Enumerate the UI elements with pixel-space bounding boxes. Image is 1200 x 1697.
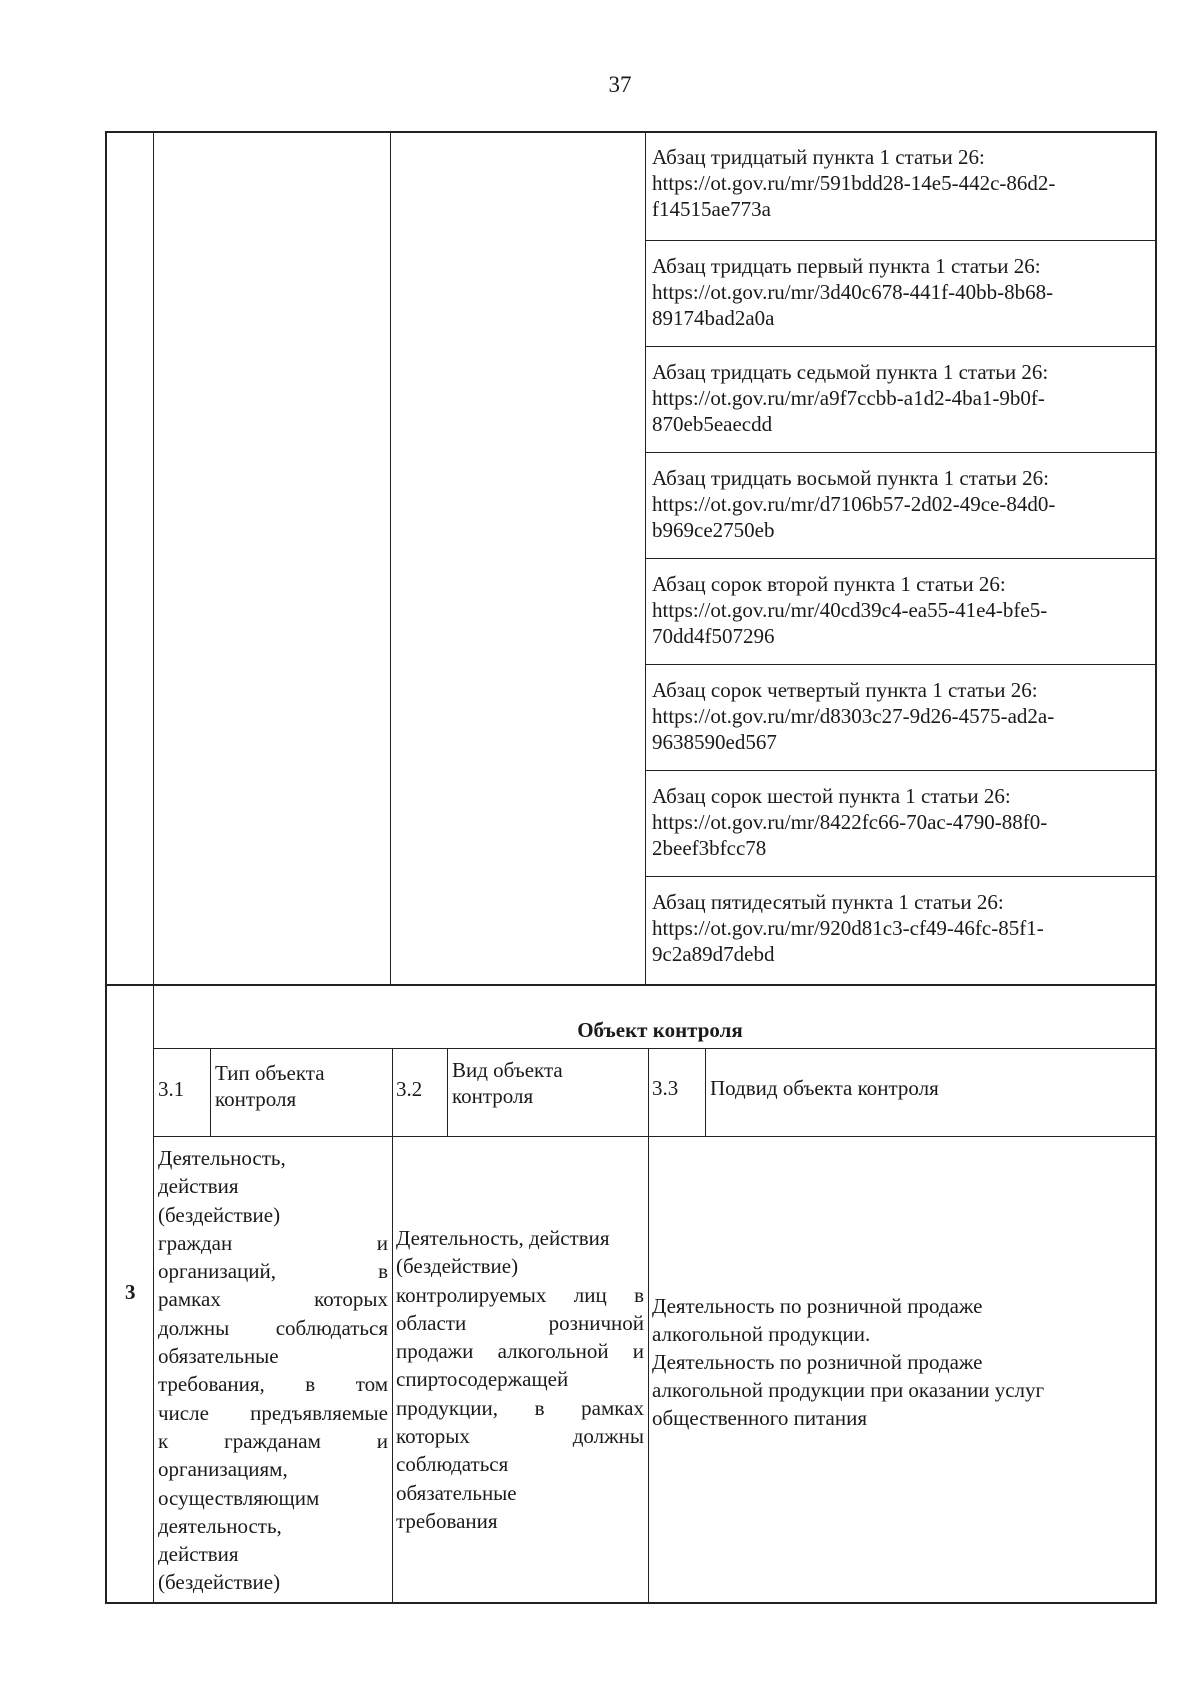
header-divider	[210, 1048, 211, 1136]
reference-url: 89174bad2a0a	[652, 306, 775, 330]
kind-line: продукции, в рамках	[396, 1395, 644, 1420]
kind-line: продажи алкогольной и	[396, 1339, 644, 1364]
header-num-3-1: 3.1	[158, 1077, 185, 1101]
type-line: граждан и	[158, 1230, 388, 1255]
kind-line: требования	[396, 1508, 498, 1533]
section-title: Объект контроля	[577, 1018, 743, 1042]
reference-url: https://ot.gov.ru/mr/d8303c27-9d26-4575-ad2a-	[652, 704, 1055, 728]
ref-divider	[645, 770, 1157, 771]
kind-line: соблюдаться	[396, 1452, 509, 1477]
reference-url: 70dd4f507296	[652, 624, 775, 648]
header-label-line: контроля	[215, 1087, 297, 1111]
reference-url: https://ot.gov.ru/mr/8422fc66-70ac-4790-88f0-	[652, 810, 1048, 834]
col-divider-number	[153, 131, 154, 1603]
type-line: (бездействие)	[158, 1570, 281, 1595]
kind-line: обязательные	[396, 1480, 517, 1505]
reference-cell	[652, 677, 1147, 755]
type-line: осуществляющим	[158, 1485, 320, 1510]
ref-divider	[645, 452, 1157, 453]
reference-cell	[652, 889, 1147, 967]
kind-line: Деятельность, действия	[396, 1226, 610, 1250]
reference-url: f14515ae773a	[652, 197, 771, 221]
type-line: обязательные	[158, 1344, 279, 1369]
header-label-line: Тип объекта	[215, 1061, 325, 1085]
reference-url: 870eb5eaecdd	[652, 412, 773, 436]
type-line: (бездействие)	[158, 1202, 281, 1227]
kind-line: контролируемых лиц в	[396, 1282, 644, 1307]
reference-url: 9c2a89d7debd	[652, 942, 775, 966]
reference-title: Абзац сорок шестой пункта 1 статьи 26:	[652, 784, 1011, 808]
header-label-line: контроля	[452, 1084, 534, 1108]
reference-url: https://ot.gov.ru/mr/40cd39c4-ea55-41e4-bfe5-	[652, 598, 1048, 622]
ref-divider	[645, 876, 1157, 877]
reference-url: https://ot.gov.ru/mr/d7106b57-2d02-49ce-84d0-	[652, 492, 1056, 516]
reference-title: Абзац тридцатый пункта 1 статьи 26:	[652, 145, 985, 169]
ref-divider	[645, 346, 1157, 347]
subtype-line: алкогольной продукции.	[652, 1322, 871, 1346]
ref-divider	[645, 240, 1157, 241]
type-line: рамках которых	[158, 1287, 388, 1312]
reference-title: Абзац сорок второй пункта 1 статьи 26:	[652, 572, 1006, 596]
table-top-border	[105, 131, 1157, 133]
type-line: организациям,	[158, 1457, 288, 1482]
subtype-line: Деятельность по розничной продаже	[652, 1350, 983, 1374]
reference-url: https://ot.gov.ru/mr/a9f7ccbb-a1d2-4ba1-9b0f-	[652, 386, 1045, 410]
reference-title: Абзац тридцать восьмой пункта 1 статьи 26:	[652, 466, 1050, 490]
reference-url: 9638590ed567	[652, 730, 777, 754]
reference-url: b969ce2750eb	[652, 518, 775, 542]
reference-cell	[652, 783, 1147, 861]
reference-cell	[652, 359, 1147, 437]
type-cell	[158, 1144, 388, 1597]
kind-line: (бездействие)	[396, 1254, 519, 1279]
type-line: Деятельность,	[158, 1146, 286, 1170]
reference-title: Абзац пятидесятый пункта 1 статьи 26:	[652, 890, 1004, 914]
reference-title: Абзац сорок четвертый пункта 1 статьи 26:	[652, 678, 1038, 702]
header-num-3-2: 3.2	[396, 1077, 423, 1101]
subtype-cell	[652, 1292, 1152, 1432]
reference-cell	[652, 144, 1147, 222]
page-number: 37	[608, 72, 632, 97]
header-divider	[648, 1048, 649, 1602]
kind-line: области розничной	[396, 1310, 644, 1335]
table-left-border	[105, 131, 107, 1603]
header-num-3-3: 3.3	[652, 1076, 679, 1100]
kind-line: которых должны	[396, 1424, 644, 1449]
col-divider-1	[390, 131, 391, 985]
kind-cell	[396, 1224, 644, 1535]
reference-cell	[652, 571, 1147, 649]
reference-url: https://ot.gov.ru/mr/3d40c678-441f-40bb-8b68-	[652, 280, 1054, 304]
type-line: действия	[158, 1174, 239, 1199]
header-divider	[392, 1048, 393, 1602]
ref-divider	[645, 664, 1157, 665]
section-divider	[105, 984, 1157, 986]
header-divider	[705, 1048, 706, 1136]
reference-url: https://ot.gov.ru/mr/591bdd28-14e5-442c-86d2-	[652, 171, 1056, 195]
reference-title: Абзац тридцать седьмой пункта 1 статьи 26:	[652, 360, 1049, 384]
type-line: должны соблюдаться	[158, 1315, 388, 1340]
table-right-border	[1155, 131, 1157, 1603]
section-title-divider	[153, 1048, 1157, 1049]
reference-url: 2beef3bfcc78	[652, 836, 767, 860]
type-line: действия	[158, 1542, 239, 1567]
header-divider	[447, 1048, 448, 1136]
row-number: 3	[125, 1280, 136, 1304]
reference-title: Абзац тридцать первый пункта 1 статьи 26:	[652, 254, 1041, 278]
header-kind-label	[452, 1057, 563, 1109]
header-type-label	[215, 1060, 325, 1112]
subtype-line: Деятельность по розничной продаже	[652, 1294, 983, 1318]
type-line: к гражданам и	[158, 1428, 388, 1453]
subtype-line: алкогольной продукции при оказании услуг	[652, 1378, 1045, 1402]
header-row-divider	[153, 1136, 1157, 1137]
subtype-line: общественного питания	[652, 1406, 867, 1430]
reference-cell	[652, 253, 1147, 331]
type-line: организаций, в	[158, 1259, 388, 1284]
table-bottom-border	[105, 1602, 1157, 1604]
ref-divider	[645, 558, 1157, 559]
type-line: деятельность,	[158, 1513, 282, 1538]
type-line: числе предъявляемые	[158, 1400, 388, 1425]
kind-line: спиртосодержащей	[396, 1367, 569, 1392]
type-line: требования, в том	[158, 1372, 388, 1397]
header-subtype-label: Подвид объекта контроля	[710, 1076, 939, 1100]
header-label-line: Вид объекта	[452, 1058, 563, 1082]
reference-url: https://ot.gov.ru/mr/920d81c3-cf49-46fc-85f1-	[652, 916, 1044, 940]
reference-cell	[652, 465, 1147, 543]
